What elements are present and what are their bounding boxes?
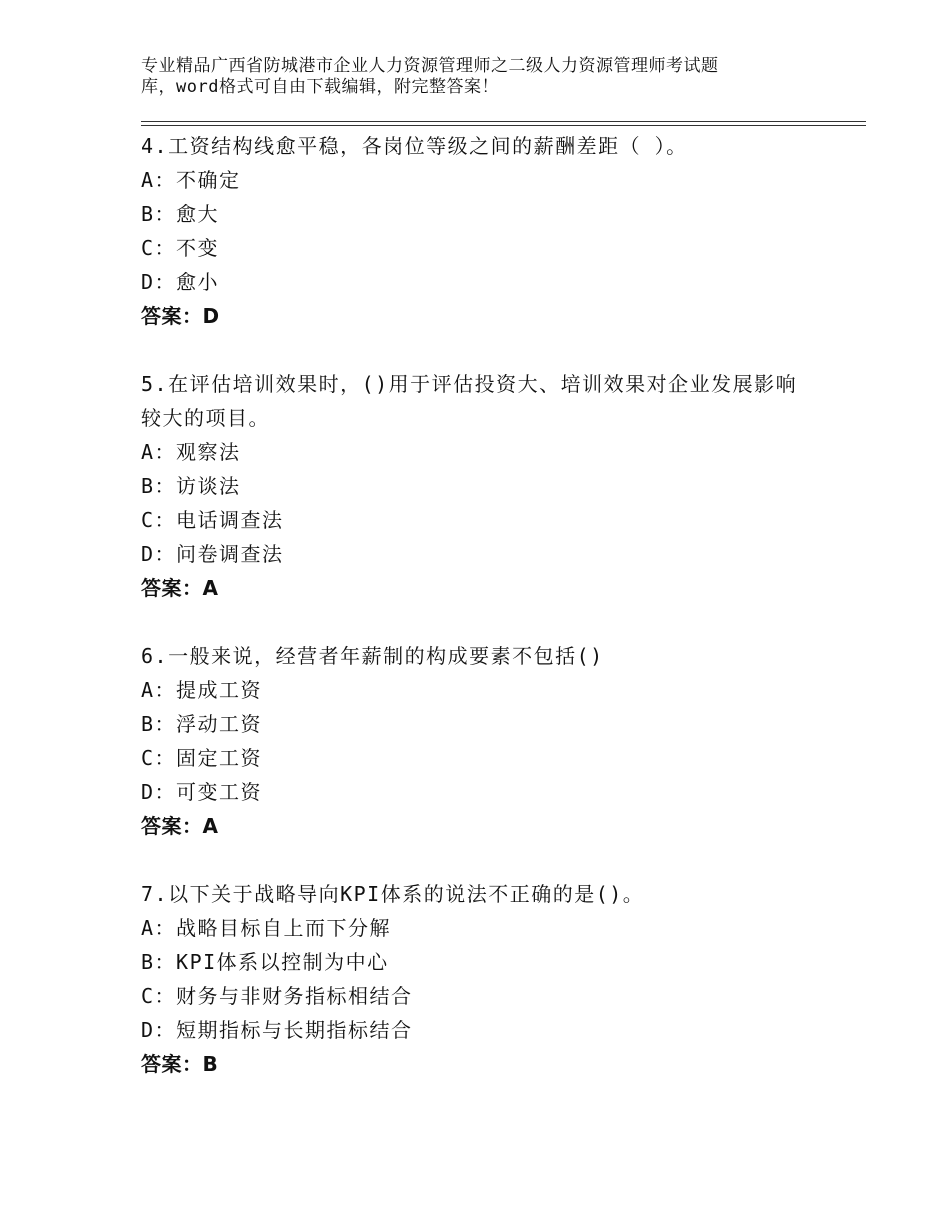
question-stem: 7.以下关于战略导向KPI体系的说法不正确的是()。 (141, 882, 645, 906)
answer: 答案：A (141, 814, 219, 838)
option-a: A：提成工资 (141, 678, 263, 702)
header-line-2: 库，word格式可自由下载编辑，附完整答案！ (141, 77, 499, 97)
answer: 答案：A (141, 576, 219, 600)
option-b: B：KPI体系以控制为中心 (141, 950, 389, 974)
question-stem: 6.一般来说，经营者年薪制的构成要素不包括() (141, 644, 604, 668)
question-list (141, 129, 841, 1115)
answer: 答案：B (141, 1052, 219, 1076)
question-7 (141, 877, 841, 1081)
question-stem-continued: 较大的项目。 (141, 406, 270, 430)
header-line-1: 专业精品广西省防城港市企业人力资源管理师之二级人力资源管理师考试题 (141, 56, 719, 76)
option-d: D：短期指标与长期指标结合 (141, 1018, 413, 1042)
header-rule-bottom (141, 125, 866, 126)
option-a: A：观察法 (141, 440, 241, 464)
option-b: B：愈大 (141, 202, 220, 226)
option-a: A：不确定 (141, 168, 241, 192)
option-d: D：可变工资 (141, 780, 263, 804)
document-header (141, 56, 831, 98)
question-4 (141, 129, 841, 333)
question-5 (141, 367, 841, 605)
option-b: B：浮动工资 (141, 712, 263, 736)
option-c: C：电话调查法 (141, 508, 284, 532)
option-a: A：战略目标自上而下分解 (141, 916, 392, 940)
option-d: D：问卷调查法 (141, 542, 284, 566)
header-rule-top (141, 121, 866, 122)
question-6 (141, 639, 841, 843)
question-stem: 4.工资结构线愈平稳，各岗位等级之间的薪酬差距（ ）。 (141, 134, 688, 158)
question-stem: 5.在评估培训效果时，()用于评估投资大、培训效果对企业发展影响 (141, 372, 798, 396)
answer: 答案：D (141, 304, 220, 328)
option-c: C：财务与非财务指标相结合 (141, 984, 413, 1008)
option-d: D：愈小 (141, 270, 220, 294)
option-b: B：访谈法 (141, 474, 241, 498)
option-c: C：固定工资 (141, 746, 263, 770)
option-c: C：不变 (141, 236, 220, 260)
